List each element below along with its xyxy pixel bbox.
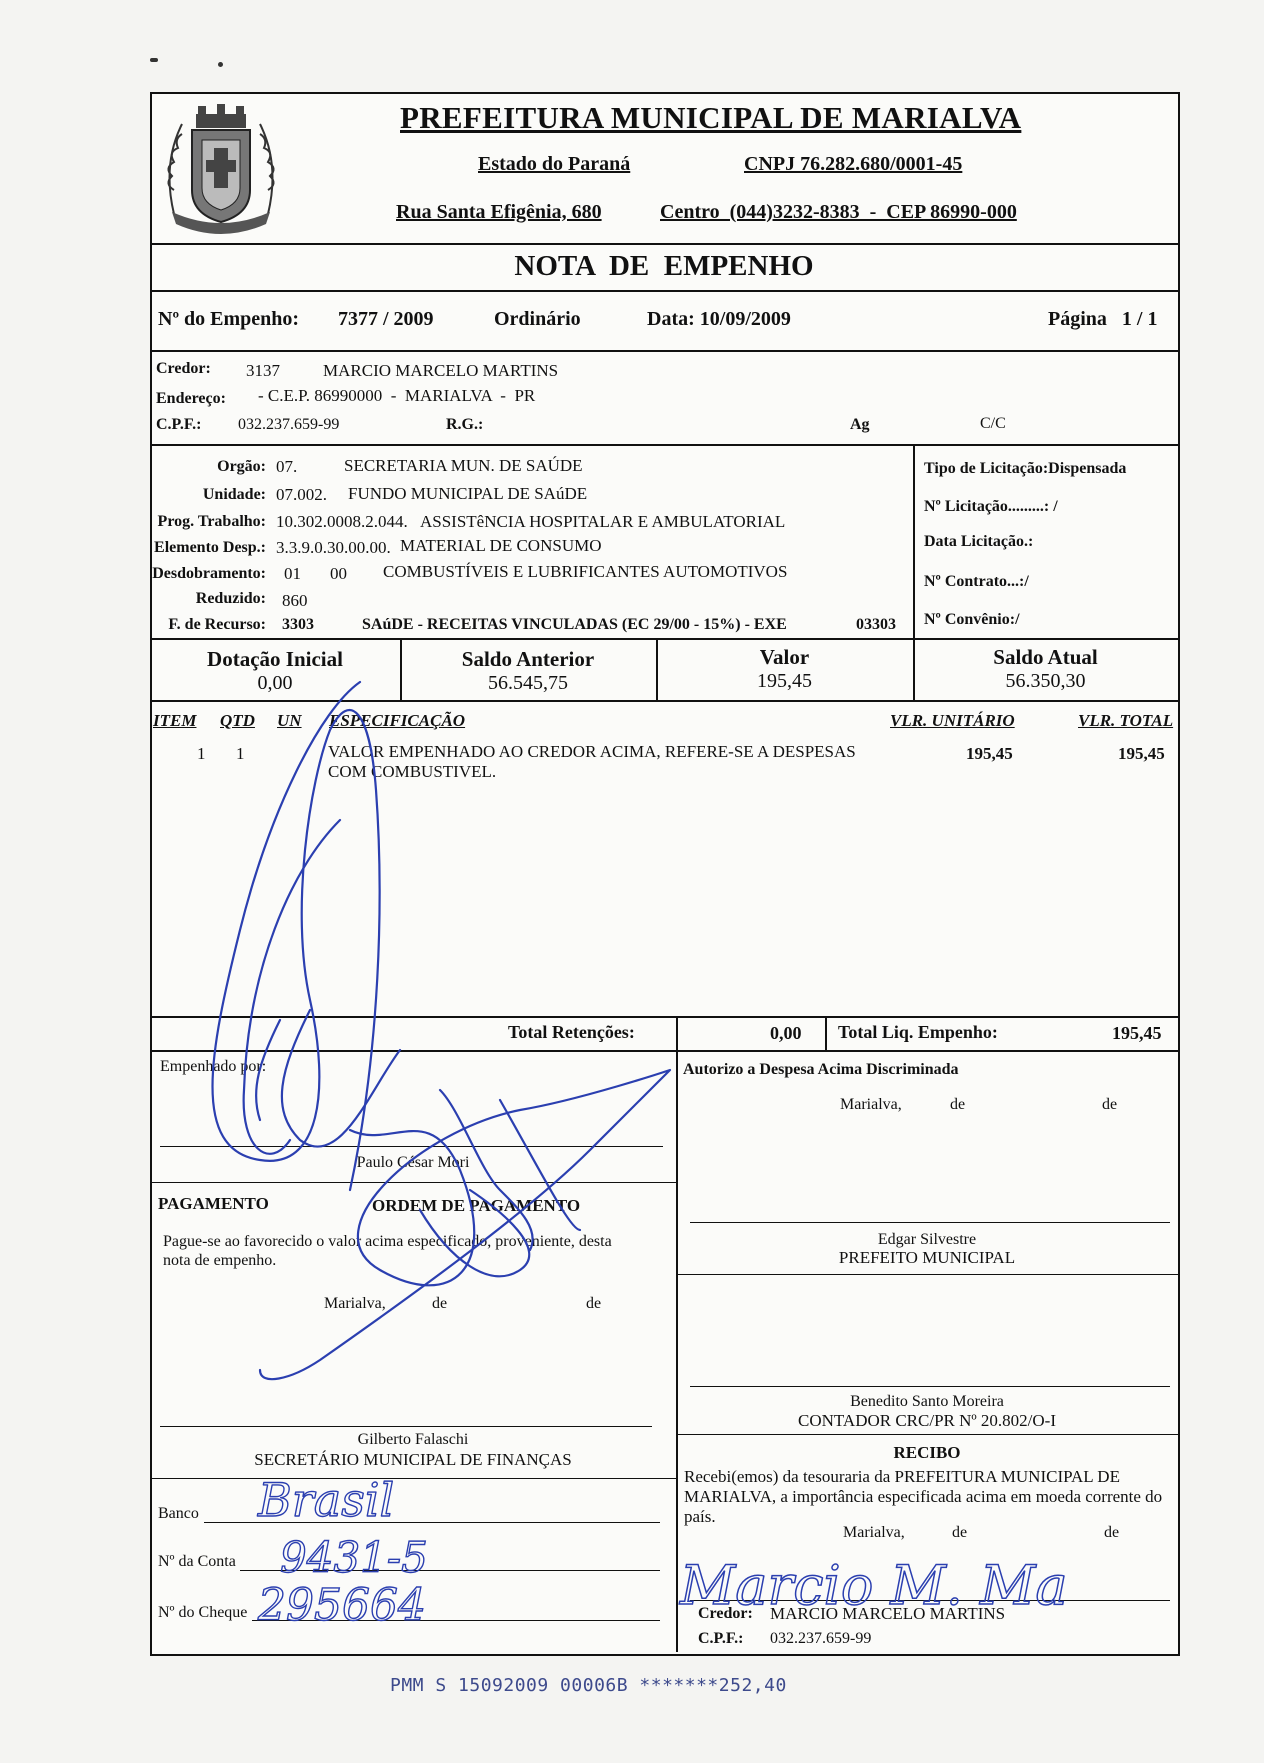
pagamento-text-line-1: Pague-se ao favorecido o valor acima especificado, proveniente, desta [163, 1233, 612, 1250]
large-ink-signature [200, 670, 700, 1435]
data-licitacao: Data Licitação.: [924, 533, 1034, 550]
pagamento-signer-role: SECRETÁRIO MUNICIPAL DE FINANÇAS [254, 1450, 572, 1469]
credor-label: Credor: [156, 360, 211, 377]
pagamento-de-2: de [586, 1295, 602, 1312]
saldo-atual-value: 56.350,30 [1005, 670, 1086, 692]
elemento-despesa-label: Elemento Desp.: [154, 539, 266, 556]
credor-name: MARCIO MARCELO MARTINS [323, 361, 559, 380]
total-liquido-value: 195,45 [1112, 1023, 1162, 1043]
conta-label: Nº da Conta [158, 1553, 236, 1570]
divider [913, 444, 915, 638]
saldo-anterior-value: 56.545,75 [488, 672, 568, 694]
document-title: NOTA DE EMPENHO [514, 250, 814, 282]
empenhado-por-name: Paulo César Mori [356, 1154, 470, 1171]
coat-of-arms-logo [152, 94, 290, 240]
credor-signature [670, 1538, 1070, 1633]
empenho-type: Ordinário [494, 308, 581, 330]
dotacao-inicial-value: 0,00 [257, 672, 293, 694]
autorizo-de-2: de [1102, 1096, 1118, 1113]
svg-text:9431-5: 9431-5 [280, 1533, 428, 1582]
fonte-recurso-name: SAúDE - RECEITAS VINCULADAS (EC 29/00 - 15%) - EXE [362, 616, 787, 633]
fonte-recurso-code: 3303 [282, 616, 314, 633]
unidade-code: 07.002. [276, 485, 327, 504]
orgao-name: SECRETARIA MUN. DE SAÚDE [344, 456, 583, 475]
divider [150, 444, 1178, 446]
total-retencoes-value: 0,00 [770, 1023, 802, 1043]
unidade-name: FUNDO MUNICIPAL DE SAúDE [348, 484, 588, 503]
prefeito-name: Edgar Silvestre [877, 1231, 977, 1248]
scan-mark [218, 62, 223, 67]
divider [150, 290, 1178, 292]
cpf-label: C.P.F.: [156, 416, 202, 433]
ordem-pagamento-title: ORDEM DE PAGAMENTO [372, 1196, 581, 1215]
valor-value: 195,45 [757, 670, 812, 692]
divider [676, 1434, 1178, 1435]
orgao-code: 07. [276, 457, 298, 476]
col-header-unit-value: VLR. UNITÁRIO [890, 711, 1015, 730]
prog-trabalho-code: 10.302.0008.2.044. [276, 512, 408, 531]
divider [825, 1016, 827, 1050]
scan-mark [150, 58, 158, 62]
banco-handwritten [254, 1470, 474, 1535]
svg-text:Brasil: Brasil [258, 1473, 395, 1527]
elemento-despesa-name: MATERIAL DE CONSUMO [400, 536, 602, 555]
agency-label: Ag [850, 416, 870, 433]
numero-licitacao: Nº Licitação.........: / [924, 498, 1058, 515]
recibo-de-2: de [1104, 1524, 1120, 1541]
col-header-total-value: VLR. TOTAL [1078, 711, 1174, 730]
prog-trabalho-label: Prog. Trabalho: [157, 513, 266, 530]
recibo-place: Marialva, [843, 1524, 905, 1541]
prefeito-role: PREFEITO MUNICIPAL [838, 1248, 1016, 1267]
total-retencoes-label: Total Retenções: [508, 1022, 635, 1042]
cnpj: CNPJ 76.282.680/0001-45 [744, 153, 963, 175]
payment-stamp: PMM S 15092009 00006B *******252,40 [390, 1675, 787, 1696]
item-number: 1 [197, 744, 206, 763]
divider [676, 1274, 1178, 1275]
pagamento-signer-name: Gilberto Falaschi [357, 1431, 469, 1448]
signature-line [690, 1222, 1170, 1223]
desdobramento-code-1: 01 [284, 564, 301, 583]
recibo-text-line-2: MARIALVA, a importância especificada acima em moeda corrente do [684, 1487, 1163, 1506]
district-phone-cep: Centro (044)3232-8383 - CEP 86990-000 [660, 201, 1017, 223]
total-liquido-label: Total Liq. Empenho: [838, 1022, 998, 1042]
pagamento-place: Marialva, [324, 1295, 386, 1312]
tipo-licitacao: Tipo de Licitação:Dispensada [924, 460, 1127, 477]
fonte-recurso-code-2: 03303 [856, 616, 896, 633]
col-header-qtd: QTD [220, 711, 255, 730]
recibo-text-line-1: Recebi(emos) da tesouraria da PREFEITURA MUNICIPAL DE [684, 1467, 1120, 1486]
fonte-recurso-label: F. de Recurso: [168, 616, 266, 633]
desdobramento-label: Desdobramento: [152, 565, 266, 582]
pagamento-label: PAGAMENTO [158, 1194, 269, 1213]
state-name: Estado do Paraná [478, 153, 631, 175]
empenhado-por-label: Empenhado por: [160, 1058, 267, 1075]
recibo-credor-name: MARCIO MARCELO MARTINS [770, 1604, 1006, 1623]
recibo-text-line-3: país. [684, 1507, 716, 1526]
contador-name: Benedito Santo Moreira [850, 1393, 1004, 1410]
unidade-label: Unidade: [202, 486, 266, 503]
orgao-label: Orgão: [217, 458, 266, 475]
col-header-spec: ESPECIFICAÇÃO [329, 711, 466, 730]
banco-label: Banco [158, 1505, 199, 1522]
recibo-cpf-label: C.P.F.: [698, 1630, 744, 1647]
divider [150, 638, 1178, 640]
item-description-line-1: VALOR EMPENHADO AO CREDOR ACIMA, REFERE-SE A DESPESAS [328, 742, 856, 761]
saldo-anterior-label: Saldo Anterior [461, 647, 595, 671]
saldo-atual-label: Saldo Atual [993, 645, 1098, 669]
item-unit-value: 195,45 [966, 744, 1013, 763]
pagamento-de-1: de [432, 1295, 448, 1312]
recibo-de-1: de [952, 1524, 968, 1541]
empenho-number-label: Nº do Empenho: [158, 308, 300, 330]
recibo-cpf-value: 032.237.659-99 [770, 1630, 872, 1647]
empenho-date: Data: 10/09/2009 [647, 308, 791, 330]
account-label: C/C [980, 415, 1006, 432]
cpf-value: 032.237.659-99 [238, 416, 340, 433]
autorizo-place: Marialva, [840, 1096, 902, 1113]
autorizo-title: Autorizo a Despesa Acima Discriminada [683, 1061, 959, 1078]
signature-line [690, 1386, 1170, 1387]
cheque-label: Nº do Cheque [158, 1604, 248, 1621]
numero-convenio: Nº Convênio:/ [924, 611, 1020, 628]
desdobramento-code-2: 00 [330, 564, 347, 583]
empenho-number: 7377 / 2009 [338, 308, 434, 330]
numero-contrato: Nº Contrato...:/ [924, 573, 1029, 590]
col-header-un: UN [277, 711, 302, 730]
divider [150, 243, 1178, 245]
valor-label: Valor [759, 645, 810, 669]
dotacao-inicial-label: Dotação Inicial [207, 647, 343, 671]
rg-label: R.G.: [446, 416, 484, 433]
recibo-credor-label: Credor: [698, 1605, 753, 1622]
street-address: Rua Santa Efigênia, 680 [396, 201, 602, 223]
col-header-item: ITEM [153, 711, 197, 730]
svg-text:Marcio M. Martins: Marcio M. Ma [680, 1554, 1068, 1617]
recibo-title: RECIBO [893, 1443, 961, 1462]
pagamento-text-line-2: nota de empenho. [163, 1252, 277, 1269]
page-number: Página 1 / 1 [1048, 308, 1158, 330]
reduzido-label: Reduzido: [195, 590, 266, 607]
cheque-handwritten [254, 1574, 494, 1639]
municipality-title: PREFEITURA MUNICIPAL DE MARIALVA [400, 100, 1022, 135]
endereco-value: - C.E.P. 86990000 - MARIALVA - PR [258, 386, 536, 405]
svg-text:295664: 295664 [258, 1580, 426, 1631]
item-quantity: 1 [236, 744, 245, 763]
prog-trabalho-name: ASSISTêNCIA HOSPITALAR E AMBULATORIAL [420, 512, 786, 531]
divider [150, 350, 1178, 352]
item-description-line-2: COM COMBUSTIVEL. [328, 762, 497, 781]
item-total-value: 195,45 [1118, 744, 1165, 763]
endereco-label: Endereço: [156, 390, 226, 407]
autorizo-de-1: de [950, 1096, 966, 1113]
elemento-despesa-code: 3.3.9.0.30.00.00. [276, 538, 391, 557]
credor-code: 3137 [246, 361, 280, 380]
reduzido-value: 860 [282, 591, 308, 610]
contador-role: CONTADOR CRC/PR Nº 20.802/O-I [798, 1411, 1056, 1430]
desdobramento-name: COMBUSTÍVEIS E LUBRIFICANTES AUTOMOTIVOS [383, 562, 788, 581]
